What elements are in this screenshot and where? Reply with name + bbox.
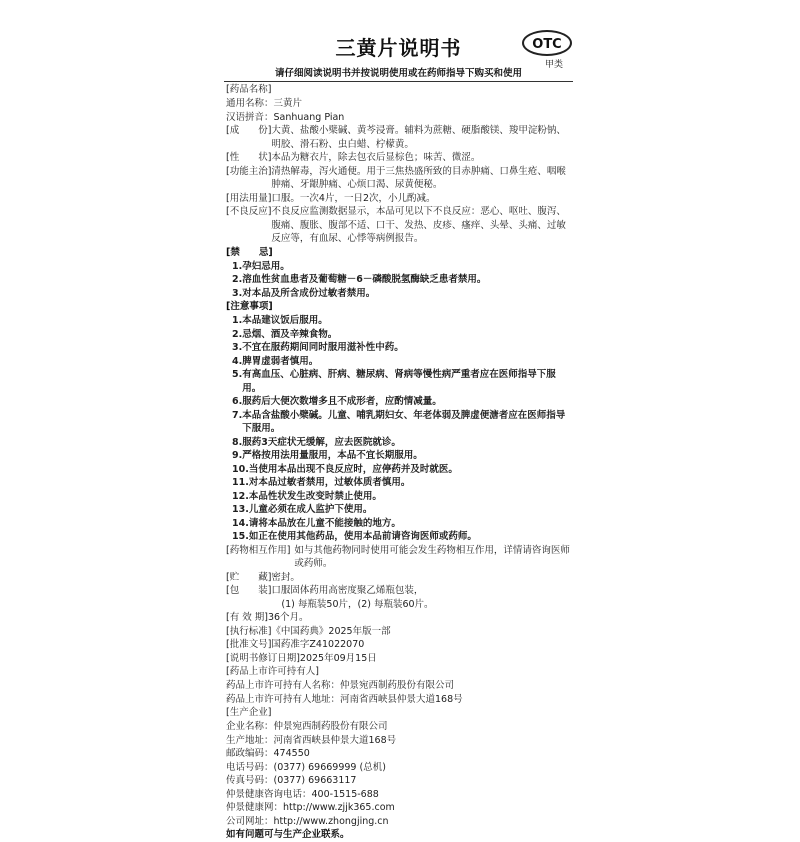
mah-address-row: [226, 693, 573, 707]
storage-label: [贮 藏]: [226, 571, 272, 583]
standard-label: [执行标准]: [226, 625, 272, 637]
manufacturer-row-label: 邮政编码：: [226, 748, 274, 759]
precaution-number: 5.: [232, 369, 243, 380]
header-divider: [224, 81, 573, 82]
package-insert-sheet: [224, 30, 573, 840]
manufacturer-row-value: (0377) 69663117: [273, 775, 357, 786]
manufacturer-row-value: (0377) 69669999 (总机): [273, 761, 386, 773]
manufacturer-row: [226, 720, 573, 734]
mah-name-value: 仲景宛西制药股份有限公司: [340, 680, 455, 691]
packaging-line-1: 口服固体药用高密度聚乙烯瓶包装，: [271, 585, 424, 596]
insert-body: [226, 83, 573, 842]
dosage-section: [226, 192, 573, 206]
pinyin-row: [226, 111, 573, 125]
manufacturer-row: [226, 774, 573, 788]
dosage-text: 口服。一次4片，一日2次，小儿酌减。: [271, 192, 436, 204]
precaution-item: [226, 395, 573, 409]
precaution-item: [226, 328, 573, 342]
manufacturer-row: [226, 734, 573, 748]
revision-value: 2025年09月15日: [299, 652, 377, 664]
generic-name-row: [226, 97, 573, 111]
interactions-section: [226, 544, 573, 571]
indications-section: [226, 165, 573, 192]
contraindication-item: 2.溶血性贫血患者及葡萄糖－6－磷酸脱氢酶缺乏患者禁用。: [232, 274, 487, 285]
precaution-item: [226, 368, 573, 395]
precaution-text: 当使用本品出现不良反应时，应停药并及时就医。: [248, 463, 458, 475]
precaution-item: [226, 314, 573, 328]
precaution-item: [226, 490, 573, 504]
manufacturer-row-label: 传真号码：: [226, 775, 274, 786]
precaution-number: 14.: [232, 517, 249, 529]
precautions-heading: [注意事项]: [226, 301, 273, 312]
standard-value: 《中国药典》2025年版一部: [271, 625, 391, 637]
precaution-item: [226, 476, 573, 490]
generic-name-label: 通用名称：: [226, 98, 274, 109]
manufacturer-row: [226, 747, 573, 761]
precaution-number: 15.: [232, 531, 249, 542]
manufacturer-row-value: http://www.zjjk365.com: [283, 802, 395, 813]
adverse-reactions-text: 不良反应监测数据显示，本品可见以下不良反应：恶心、呕吐、腹泻、腹痛、腹胀、腹部不适、口干、发热、皮疹、瘙痒、头晕、头痛、过敏反应等，有血尿、心悸等病例报告。: [271, 206, 566, 244]
precaution-number: 12.: [232, 490, 249, 502]
description-section: [226, 151, 573, 165]
precaution-number: 3.: [232, 342, 243, 353]
precaution-number: 1.: [232, 315, 243, 326]
precaution-number: 9.: [232, 450, 243, 461]
precaution-text: 忌烟、酒及辛辣食物。: [242, 328, 338, 340]
dosage-label: [用法用量]: [226, 192, 272, 204]
manufacturer-row-label: 公司网址：: [226, 815, 274, 827]
precaution-text: 脾胃虚弱者慎用。: [242, 355, 319, 367]
manufacturer-row-label: 仲景健康咨询电话：: [226, 788, 312, 800]
precaution-number: 13.: [232, 504, 249, 515]
storage-text: 密封。: [271, 571, 300, 583]
indications-text: 清热解毒，泻火通便。用于三焦热盛所致的目赤肿痛、口鼻生疮、咽喉肿痛、牙龈肿痛、心烦口渴、尿黄便秘。: [271, 165, 566, 190]
mah-address-value: 河南省西峡县仲景大道168号: [340, 693, 463, 705]
storage-section: [226, 571, 573, 585]
manufacturer-row: [226, 801, 573, 815]
mah-address-label: 药品上市许可持有人地址：: [226, 693, 341, 705]
revision-row: [226, 652, 573, 666]
precaution-text: 本品建议饭后服用。: [242, 315, 328, 326]
precaution-number: 6.: [232, 396, 243, 407]
adverse-reactions-section: [226, 205, 573, 246]
generic-name-value: 三黄片: [273, 98, 303, 109]
contact-footer: 如有问题可与生产企业联系。: [226, 829, 350, 840]
precaution-item: [226, 530, 573, 544]
otc-class-label: 甲类: [544, 60, 563, 70]
precaution-item: [226, 409, 573, 436]
contraindications-heading: [禁 忌]: [226, 246, 273, 258]
manufacturer-row-value: 474550: [273, 748, 310, 759]
packaging-section: [226, 584, 573, 611]
document-title: 三黄片说明书: [335, 36, 462, 60]
composition-text: 大黄、盐酸小檗碱、黄芩浸膏。辅料为蔗糖、硬脂酸镁、羧甲淀粉钠、明胶、滑石粉、虫白蜡、柠檬黄。: [271, 125, 566, 150]
precaution-text: 对本品过敏者禁用，过敏体质者慎用。: [248, 477, 411, 488]
manufacturer-row-value: 400-1515-688: [311, 788, 379, 800]
packaging-text: [271, 584, 573, 611]
precaution-number: 11.: [232, 477, 249, 488]
precaution-item: [226, 503, 573, 517]
manufacturer-row-value: http://www.zhongjing.cn: [273, 815, 389, 827]
packaging-label: [包 装]: [226, 585, 272, 596]
precaution-text: 不宜在服药期间同时服用滋补性中药。: [242, 342, 404, 353]
precaution-item: [226, 341, 573, 355]
precaution-text: 服药3天症状无缓解，应去医院就诊。: [242, 436, 401, 448]
manufacturer-row-label: 电话号码：: [226, 761, 274, 773]
manufacturer-row-value: 河南省西峡县仲景大道168号: [273, 734, 397, 746]
composition-section: [226, 124, 573, 151]
precautions-list: [226, 314, 573, 544]
mah-name-row: [226, 679, 573, 693]
description-label: [性 状]: [226, 152, 272, 163]
indications-label: [功能主治]: [226, 165, 272, 177]
manufacturer-row: [226, 788, 573, 802]
approval-value: 国药准字Z41022070: [271, 639, 365, 650]
precaution-number: 7.: [232, 409, 243, 421]
approval-label: [批准文号]: [226, 639, 272, 650]
precaution-text: 本品性状发生改变时禁止使用。: [248, 490, 382, 502]
interactions-text: 如与其他药物同时使用可能会发生药物相互作用，详情请咨询医师或药师。: [294, 544, 570, 569]
composition-label: [成 份]: [226, 125, 272, 136]
otc-badge: OTC: [522, 30, 572, 56]
revision-label: [说明书修订日期]: [226, 652, 300, 664]
manufacturer-row-label: 生产地址：: [226, 734, 274, 746]
precaution-text: 请将本品放在儿童不能接触的地方。: [248, 517, 401, 529]
precaution-item: [226, 436, 573, 450]
precaution-number: 8.: [232, 436, 243, 448]
precaution-text: 有高血压、心脏病、肝病、糖尿病、肾病等慢性病严重者应在医师指导下服用。: [242, 369, 556, 394]
drug-name-heading: [药品名称]: [226, 84, 272, 95]
adverse-reactions-label: [不良反应]: [226, 206, 272, 217]
manufacturer-heading: [生产企业]: [226, 707, 272, 718]
approval-row: [226, 638, 573, 652]
precaution-item: [226, 449, 573, 463]
manufacturer-row-label: 仲景健康网：: [226, 802, 284, 813]
precaution-item: [226, 517, 573, 531]
shelf-life-row: [226, 611, 573, 625]
precaution-text: 如正在使用其他药品，使用本品前请咨询医师或药师。: [248, 531, 477, 542]
pinyin-value: Sanhuang Pian: [273, 111, 345, 123]
precaution-text: 本品含盐酸小檗碱。儿童、哺乳期妇女、年老体弱及脾虚便溏者应在医师指导下服用。: [242, 409, 566, 434]
mah-name-label: 药品上市许可持有人名称：: [226, 680, 341, 691]
manufacturer-row: [226, 815, 573, 829]
precaution-text: 服药后大便次数增多且不成形者，应酌情减量。: [242, 396, 442, 407]
precaution-item: [226, 355, 573, 369]
manufacturer-row-label: 企业名称：: [226, 721, 274, 732]
manufacturer-row: [226, 761, 573, 775]
precaution-text: 儿童必须在成人监护下使用。: [248, 504, 373, 515]
precaution-number: 2.: [232, 328, 243, 340]
standard-row: [226, 625, 573, 639]
manufacturer-row-value: 仲景宛西制药股份有限公司: [273, 721, 388, 732]
precaution-text: 严格按用法用量服用，本品不宜长期服用。: [242, 450, 423, 461]
contraindication-item: 3.对本品及所含成份过敏者禁用。: [232, 287, 376, 299]
precaution-number: 10.: [232, 463, 249, 475]
precaution-number: 4.: [232, 355, 243, 367]
mah-heading: [药品上市许可持有人]: [226, 666, 319, 677]
pinyin-label: 汉语拼音：: [226, 111, 274, 123]
shelf-life-value: 36个月。: [267, 612, 309, 623]
description-text: 本品为糖衣片，除去包衣后显棕色；味苦、微涩。: [271, 152, 481, 163]
interactions-label: [药物相互作用]: [226, 544, 291, 556]
packaging-line-2: (1) 每瓶装50片，(2) 每瓶装60片。: [281, 598, 434, 610]
contraindication-item: 1.孕妇忌用。: [232, 260, 290, 272]
precaution-item: [226, 463, 573, 477]
shelf-life-label: [有 效 期]: [226, 612, 268, 623]
usage-notice: 请仔细阅读说明书并按说明使用或在药师指导下购买和使用: [274, 68, 522, 79]
